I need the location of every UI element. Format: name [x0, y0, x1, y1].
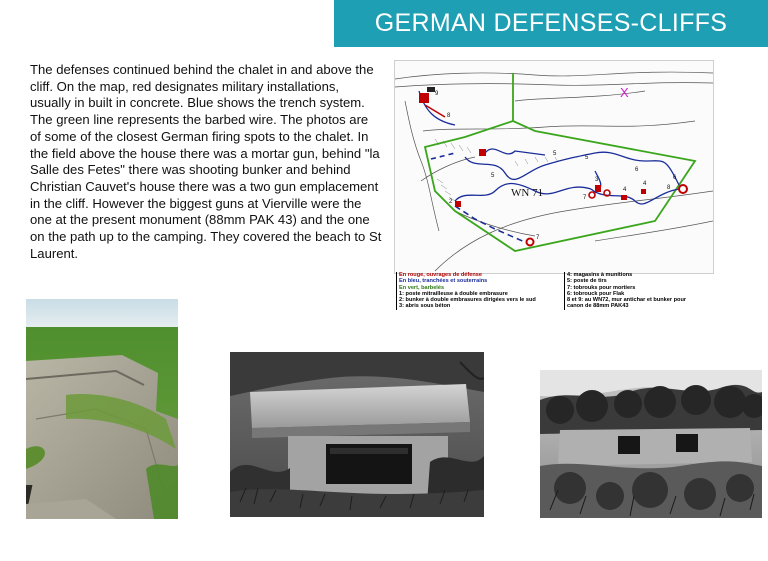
- photo-mortar-position-image: [26, 299, 178, 519]
- legend-item: 4: magasins à munitions: [567, 272, 633, 278]
- photo-mortar-position: [26, 299, 178, 519]
- map-number: 8: [667, 185, 671, 191]
- legend-item: En bleu, tranchées et souterrains: [399, 278, 488, 285]
- photo-gun-emplacement: [540, 370, 762, 518]
- photo-gun-emplacement-image: [540, 370, 762, 518]
- legend-item: 6: tobrouck pour Flak: [567, 290, 625, 297]
- trench-dashed: [455, 206, 527, 243]
- terrain-lines: [395, 72, 713, 271]
- map-number: 5: [553, 151, 557, 157]
- legend-item: 2: bunker à double embrasures dirigées vers le sud: [399, 297, 536, 304]
- photo-shooting-bunker: [230, 352, 484, 517]
- map-number: 9: [435, 91, 439, 97]
- defense-map-drawing: [395, 61, 713, 273]
- body-paragraph: The defenses continued behind the chalet in and above the cliff. On the map, red designates military installations, usually in built in concrete. Blue shows the trench system. The green line represents the barbed wire. The photos are of some of the closest German firing spots to the chalet. In the field above the house there was a mortar gun, behind "la Salle des Fetes" there was shooting bunker and behind Christian Cauvet's house there was a two gun emplacement in the cliff. However the biggest guns at Vierville were the one at the present monument (88mm PAK 43) and the one on the path up to the camping. They covered the beach to St Laurent.: [30, 62, 382, 261]
- map-number: 5: [491, 173, 495, 179]
- map-number: 7: [583, 195, 587, 201]
- map-number: 7: [536, 235, 540, 241]
- map-number: 6: [673, 175, 677, 181]
- legend-item: 8 et 9: au WN72, mur antichar et bunker pour: [567, 297, 687, 304]
- map-number: 2: [449, 199, 453, 205]
- map-number: 5: [585, 155, 589, 161]
- page-title: GERMAN DEFENSES-CLIFFS: [374, 9, 728, 37]
- x-marker: X: [620, 85, 629, 100]
- defense-map: [394, 60, 714, 274]
- legend-item: 3: abris sous béton: [399, 303, 451, 310]
- defense-structures: [419, 87, 687, 246]
- map-number: 3: [595, 177, 599, 183]
- title-banner: [334, 0, 768, 47]
- map-number: 4: [623, 187, 627, 193]
- barbed-wire-line: [425, 73, 695, 251]
- legend-item: En vert, barbelés: [399, 284, 445, 291]
- legend-item: 1: poste mitrailleuse à double embrasure: [399, 290, 508, 297]
- trench-dashed-upper: [431, 153, 455, 159]
- photo-shooting-bunker-image: [230, 352, 484, 517]
- legend-item: 5: poste de tirs: [567, 278, 607, 285]
- legend-left-column: [396, 272, 549, 310]
- legend-item: canon de 88mm PAK43: [567, 303, 629, 310]
- map-legend: [394, 272, 712, 316]
- legend-item: 7: tobrouks pour mortiers: [567, 284, 636, 291]
- map-number: 8: [447, 113, 451, 119]
- legend-right-column: [564, 272, 715, 310]
- map-label: WN 71: [511, 187, 544, 199]
- legend-item: En rouge, ouvrages de défense: [399, 272, 482, 278]
- map-number: 6: [635, 167, 639, 173]
- trench-system: [419, 91, 679, 204]
- map-number: 4: [643, 181, 647, 187]
